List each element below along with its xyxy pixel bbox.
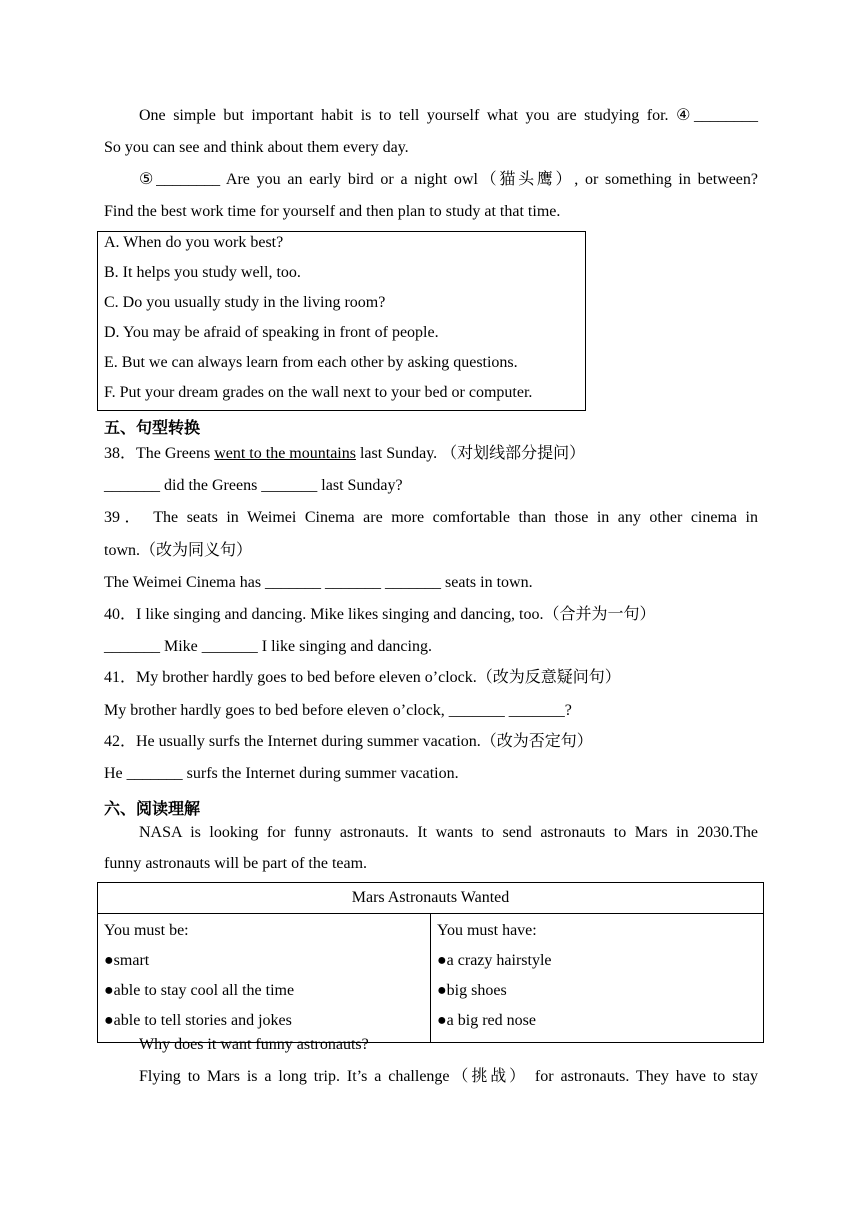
answer-40: _______ Mike _______ I like singing and dancing. xyxy=(104,638,432,655)
table-header: You must be: xyxy=(104,922,189,939)
passage-line: Find the best work time for yourself and then plan to study at that time. xyxy=(104,203,561,220)
passage-line: ⑤________ Are you an early bird or a night owl（猫头鹰）, or something in between? xyxy=(139,171,758,188)
mars-astronauts-table xyxy=(97,882,764,1043)
section-title: 六、阅读理解 xyxy=(104,799,201,818)
table-header: You must have: xyxy=(437,922,537,939)
reading-paragraph-line: Flying to Mars is a long trip. It’s a challenge（挑战） for astronauts. They have to stay xyxy=(139,1068,758,1085)
answer-38: _______ did the Greens _______ last Sunday? xyxy=(104,477,403,494)
option-b: B. It helps you study well, too. xyxy=(104,264,301,281)
question-40: 40．I like singing and dancing. Mike likes singing and dancing, too.（合并为一句） xyxy=(104,606,656,623)
passage-line: One simple but important habit is to tell yourself what you are studying for. ④________ xyxy=(139,107,758,124)
question-38-text: 38．The Greens xyxy=(104,445,215,462)
answer-41: My brother hardly goes to bed before eleven o’clock, _______ _______? xyxy=(104,702,572,719)
question-38-instruction: last Sunday. （对划线部分提问） xyxy=(355,445,586,462)
table-cell-must-have xyxy=(431,914,764,1043)
list-item: ●a big red nose xyxy=(437,1012,536,1029)
underlined-phrase: went to the mountains xyxy=(214,445,356,462)
table-cell-must-be xyxy=(98,914,431,1043)
list-item: ●able to tell stories and jokes xyxy=(104,1012,292,1029)
table-title: Mars Astronauts Wanted xyxy=(98,883,764,914)
list-item: ●smart xyxy=(104,952,150,969)
option-f: F. Put your dream grades on the wall next to your bed or computer. xyxy=(104,384,533,401)
reading-intro-line: NASA is looking for funny astronauts. It wants to send astronauts to Mars in 2030.The xyxy=(139,824,758,841)
reading-intro-line: funny astronauts will be part of the team. xyxy=(104,855,368,872)
question-39-cont: town.（改为同义句） xyxy=(104,542,253,559)
options-box xyxy=(97,231,586,411)
passage-line: So you can see and think about them every day. xyxy=(104,139,409,156)
reading-question: Why does it want funny astronauts? xyxy=(139,1036,369,1053)
question-39: 39． The seats in Weimei Cinema are more comfortable than those in any other cinema in xyxy=(104,509,758,526)
list-item: ●big shoes xyxy=(437,982,507,999)
question-42: 42．He usually surfs the Internet during summer vacation.（改为否定句） xyxy=(104,733,593,750)
question-38 xyxy=(104,443,758,465)
answer-39: The Weimei Cinema has _______ _______ _______ seats in town. xyxy=(104,574,533,591)
option-c: C. Do you usually study in the living room? xyxy=(104,294,386,311)
answer-42: He _______ surfs the Internet during summer vacation. xyxy=(104,765,459,782)
list-item: ●a crazy hairstyle xyxy=(437,952,552,969)
option-a: A. When do you work best? xyxy=(104,234,284,251)
question-41: 41．My brother hardly goes to bed before eleven o’clock.（改为反意疑问句） xyxy=(104,669,621,686)
option-e: E. But we can always learn from each other by asking questions. xyxy=(104,354,518,371)
option-d: D. You may be afraid of speaking in front of people. xyxy=(104,324,439,341)
list-item: ●able to stay cool all the time xyxy=(104,982,295,999)
section-title: 五、句型转换 xyxy=(104,418,201,437)
